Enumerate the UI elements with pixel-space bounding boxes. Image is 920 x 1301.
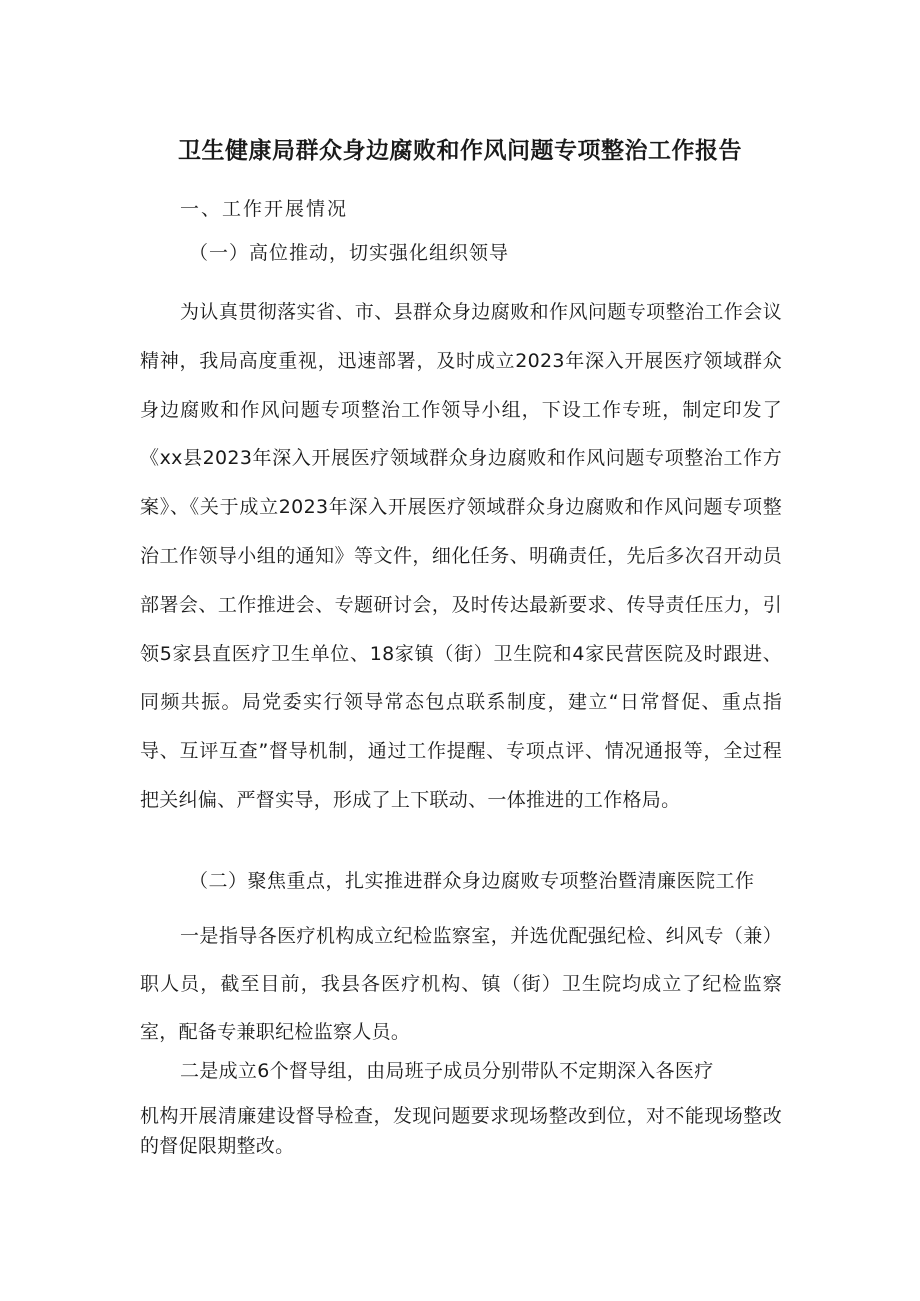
- paragraph-1: 为认真贯彻落实省、市、县群众身边腐败和作风问题专项整治工作会议精神，我局高度重视，迅速部署，及时成立2023年深入开展医疗领域群众身边腐败和作风问题专项整治工作领导小组，下设工作专班，制定印发了《xx县2023年深入开展医疗领域群众身边腐败和作风问题专项整治工作方案》、《关于成立2023年深入开展医疗领域群众身边腐败和作风问题专项整治工作领导小组的通知》等文件，细化任务、明确责任，先后多次召开动员部署会、工作推进会、专题研讨会，及时传达最新要求、传导责任压力，引领5家县直医疗卫生单位、18家镇（街）卫生院和4家民营医院及时跟进、同频共振。局党委实行领导常态包点联系制度，建立“日常督促、重点指导、互评互查”督导机制，通过工作提醒、专项点评、情况通报等，全过程把关纠偏、严督实导，形成了上下联动、一体推进的工作格局。: [140, 301, 782, 811]
- paragraph-4: 机构开展清廉建设督导检查，发现问题要求现场整改到位，对不能现场整改的督促限期整改。: [140, 1105, 782, 1157]
- subsection-heading-2: （二）聚焦重点，扎实推进群众身边腐败专项整治暨清廉医院工作: [189, 870, 755, 892]
- document-title: 卫生健康局群众身边腐败和作风问题专项整治工作报告: [178, 138, 742, 164]
- paragraph-3: 二是成立6个督导组，由局班子成员分别带队不定期深入各医疗: [180, 1060, 714, 1082]
- subsection-heading-1: （一）高位推动，切实强化组织领导: [189, 242, 510, 264]
- section-heading-1: 一、工作开展情况: [180, 198, 349, 220]
- paragraph-2: 一是指导各医疗机构成立纪检监察室，并选优配强纪检、纠风专（兼）职人员，截至目前，我县各医疗机构、镇（街）卫生院均成立了纪检监察室，配备专兼职纪检监察人员。: [140, 925, 782, 1043]
